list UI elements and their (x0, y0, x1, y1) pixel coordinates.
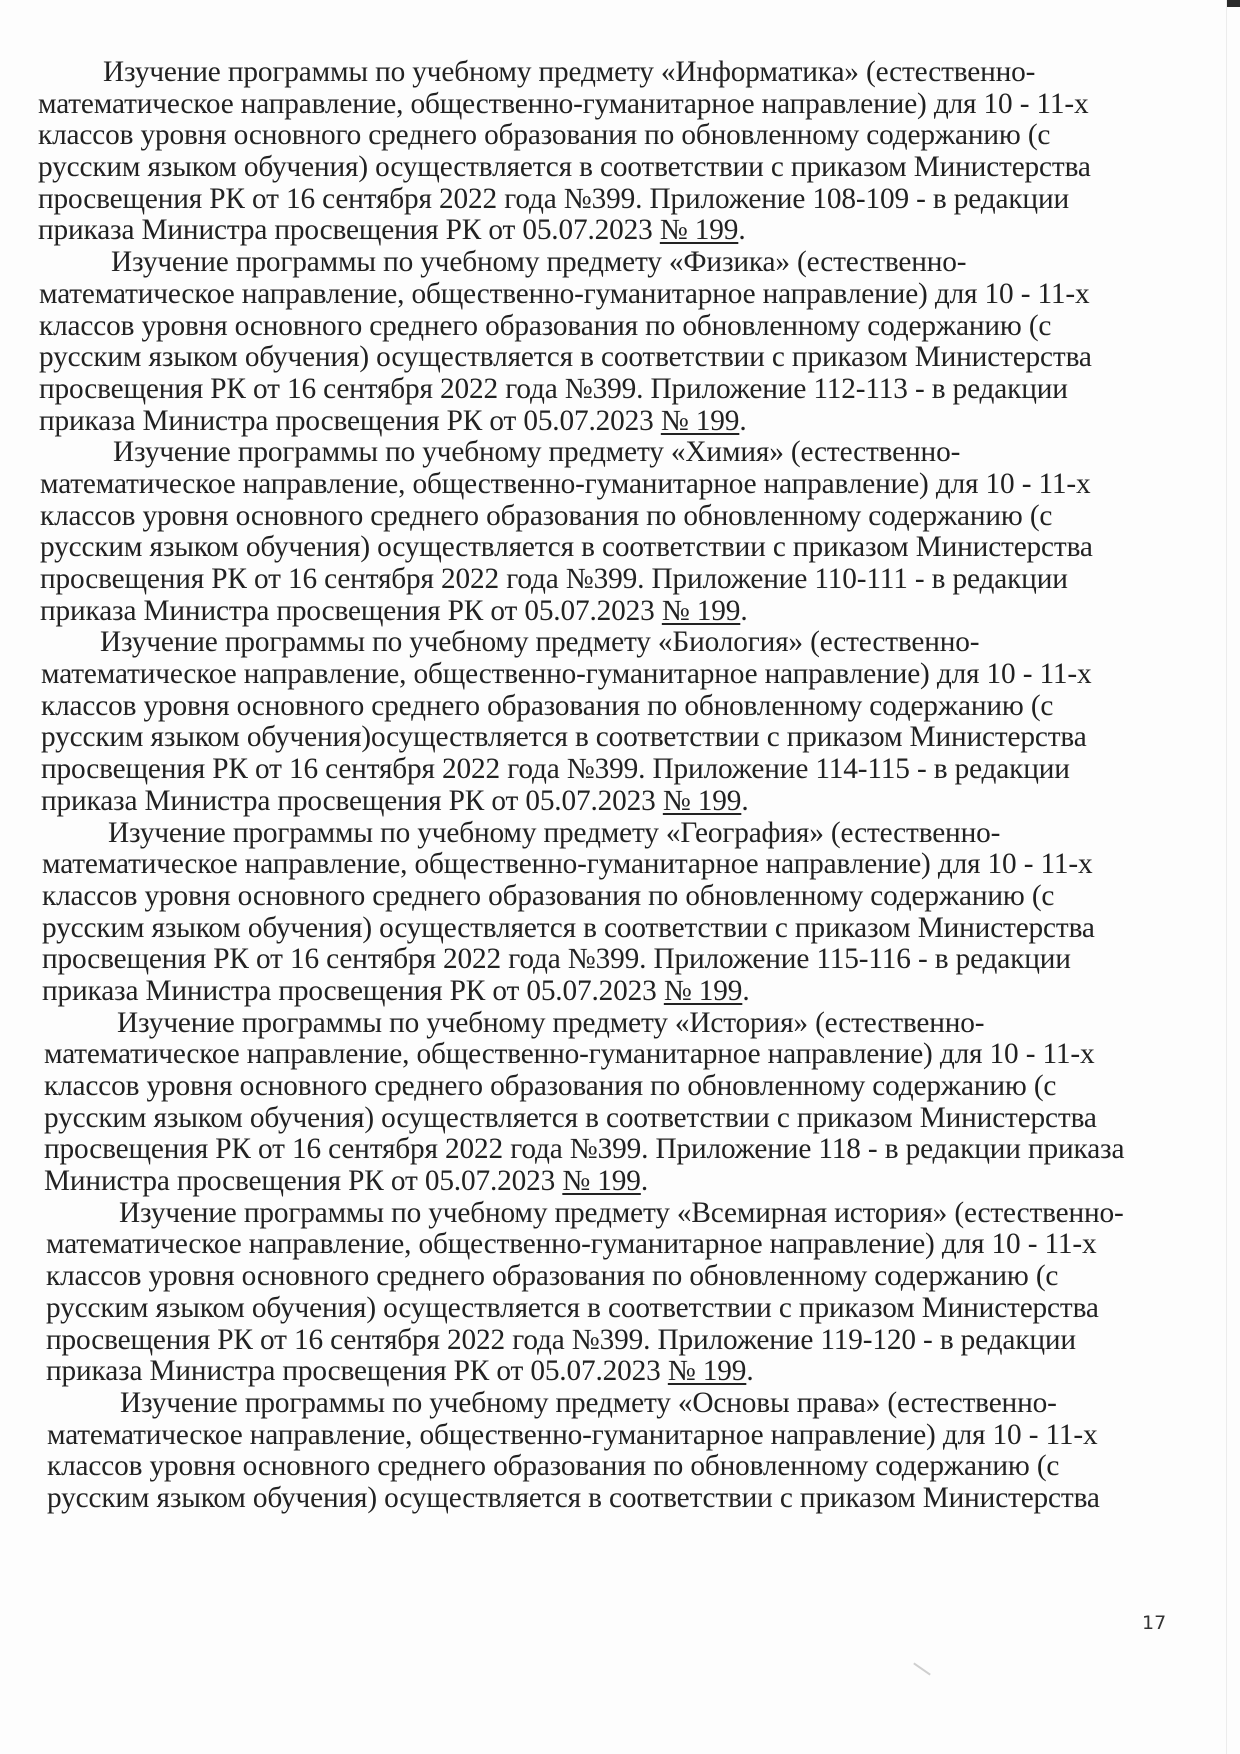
text-line: русским языком обучения) осуществляется в соответствии с приказом Министерства (42, 911, 1095, 944)
text-line: русским языком обучения)осуществляется в соответствии с приказом Министерства (41, 721, 1087, 754)
text-line: Изучение программы по учебному предмету «Физика» (естественно- (111, 246, 967, 279)
text-line (42, 976, 1130, 1008)
page-number: 17 (1142, 1612, 1167, 1634)
text-line: русским языком обучения) осуществляется в соответствии с приказом Министерства (46, 1291, 1099, 1324)
text-line: просвещения РК от 16 сентября 2022 года №399. Приложение 118 - в редакции приказа (44, 1133, 1125, 1166)
text-line: Изучение программы по учебному предмету «Информатика» (естественно- (103, 56, 1036, 88)
paragraph-informatics (0, 57, 1200, 247)
paragraph-physics (0, 247, 1200, 437)
punctuation: . (741, 784, 749, 817)
punctuation: . (739, 404, 747, 437)
order-reference-link[interactable]: № 199 (660, 404, 740, 437)
text-line: классов уровня основного среднего образования по обновленному содержанию (с (40, 499, 1053, 532)
text-line: математическое направление, общественно-гуманитарное направление) для 10 - 11-х (38, 87, 1089, 120)
text-line: математическое направление, общественно-гуманитарное направление) для 10 - 11-х (40, 467, 1091, 500)
paragraph-geography (0, 818, 1200, 1008)
text-line: математическое направление, общественно-гуманитарное направление) для 10 - 11-х (46, 1228, 1097, 1261)
text-line (44, 1166, 1130, 1198)
punctuation: . (738, 214, 746, 247)
text-line: просвещения РК от 16 сентября 2022 года №399. Приложение 112-113 - в редакции (39, 372, 1068, 405)
scan-edge-line (1226, 0, 1227, 1754)
text-line: русским языком обучения) осуществляется в соответствии с приказом Министерства (39, 341, 1092, 374)
text-line: просвещения РК от 16 сентября 2022 года №399. Приложение 110-111 - в редакции (40, 563, 1068, 595)
text-line: русским языком обучения) осуществляется в соответствии с приказом Министерства (47, 1481, 1100, 1514)
text-line (41, 786, 1130, 818)
text-line: русским языком обучения) осуществляется в соответствии с приказом Министерства (44, 1101, 1097, 1134)
text-line: классов уровня основного среднего образования по обновленному содержанию (с (39, 309, 1052, 342)
text-line: просвещения РК от 16 сентября 2022 года №399. Приложение 115-116 - в редакции (42, 943, 1071, 976)
order-reference-link[interactable]: № 199 (562, 1165, 641, 1198)
text-line: классов уровня основного среднего образования по обновленному содержанию (с (44, 1070, 1057, 1102)
scan-speck (913, 1662, 931, 1675)
text-fragment: Министра просвещения РК от 05.07.2023 (44, 1165, 563, 1198)
text-line: математическое направление, общественно-гуманитарное направление) для 10 - 11-х (44, 1038, 1095, 1071)
text-line: классов уровня основного среднего образования по обновленному содержанию (с (42, 879, 1055, 912)
paragraph-world-history (0, 1198, 1200, 1388)
text-line (39, 406, 1130, 438)
text-line (46, 1356, 1130, 1388)
text-fragment: приказа Министра просвещения РК от 05.07.2023 (41, 784, 663, 817)
text-fragment: приказа Министра просвещения РК от 05.07.2023 (40, 594, 662, 627)
order-reference-link[interactable]: № 199 (659, 214, 739, 247)
order-reference-link[interactable]: № 199 (661, 594, 741, 627)
order-reference-link[interactable]: № 199 (662, 784, 742, 817)
document-body (0, 57, 1200, 1515)
text-line: Изучение программы по учебному предмету «География» (естественно- (108, 816, 1001, 849)
text-line: просвещения РК от 16 сентября 2022 года №399. Приложение 108-109 - в редакции (38, 182, 1070, 215)
text-fragment: приказа Министра просвещения РК от 05.07.2023 (46, 1355, 668, 1388)
text-line: классов уровня основного среднего образования по обновленному содержанию (с (47, 1450, 1060, 1483)
text-line: русским языком обучения) осуществляется в соответствии с приказом Министерства (40, 531, 1093, 564)
text-line: классов уровня основного среднего образования по обновленному содержанию (с (46, 1260, 1059, 1293)
text-line: Изучение программы по учебному предмету «Биология» (естественно- (100, 626, 980, 659)
text-line (38, 215, 1130, 247)
text-line: математическое направление, общественно-гуманитарное направление) для 10 - 11-х (47, 1418, 1098, 1451)
punctuation: . (742, 974, 750, 1007)
scan-corner-mark (1227, 0, 1240, 7)
text-line: русским языком обучения) осуществляется в соответствии с приказом Министерства (38, 151, 1091, 184)
paragraph-biology (0, 627, 1200, 817)
paragraph-chemistry (0, 437, 1200, 627)
order-reference-link[interactable]: № 199 (667, 1355, 747, 1388)
text-fragment: приказа Министра просвещения РК от 05.07.2023 (42, 974, 664, 1007)
text-line: просвещения РК от 16 сентября 2022 года №399. Приложение 114-115 - в редакции (41, 753, 1070, 786)
text-line: классов уровня основного среднего образования по обновленному содержанию (с (41, 689, 1054, 722)
text-line (40, 596, 1130, 628)
text-fragment: приказа Министра просвещения РК от 05.07.2023 (38, 214, 660, 247)
text-line: Изучение программы по учебному предмету «Химия» (естественно- (113, 436, 961, 469)
punctuation: . (740, 594, 748, 627)
text-line: классов уровня основного среднего образования по обновленному содержанию (с (38, 119, 1051, 152)
text-line: Изучение программы по учебному предмету «Всемирная история» (естественно- (119, 1196, 1124, 1229)
text-line: математическое направление, общественно-гуманитарное направление) для 10 - 11-х (41, 658, 1092, 691)
text-fragment: приказа Министра просвещения РК от 05.07.2023 (39, 404, 661, 437)
paragraph-history (0, 1008, 1200, 1198)
paragraph-law-basics (0, 1388, 1200, 1515)
text-line: просвещения РК от 16 сентября 2022 года №399. Приложение 119-120 - в редакции (46, 1323, 1076, 1356)
text-line: Изучение программы по учебному предмету «Основы права» (естественно- (120, 1386, 1057, 1419)
text-line: математическое направление, общественно-гуманитарное направление) для 10 - 11-х (42, 848, 1093, 881)
text-line: математическое направление, общественно-гуманитарное направление) для 10 - 11-х (39, 277, 1090, 310)
order-reference-link[interactable]: № 199 (663, 974, 743, 1007)
punctuation: . (746, 1355, 754, 1388)
text-line: Изучение программы по учебному предмету «История» (естественно- (117, 1006, 985, 1039)
punctuation: . (640, 1165, 648, 1198)
